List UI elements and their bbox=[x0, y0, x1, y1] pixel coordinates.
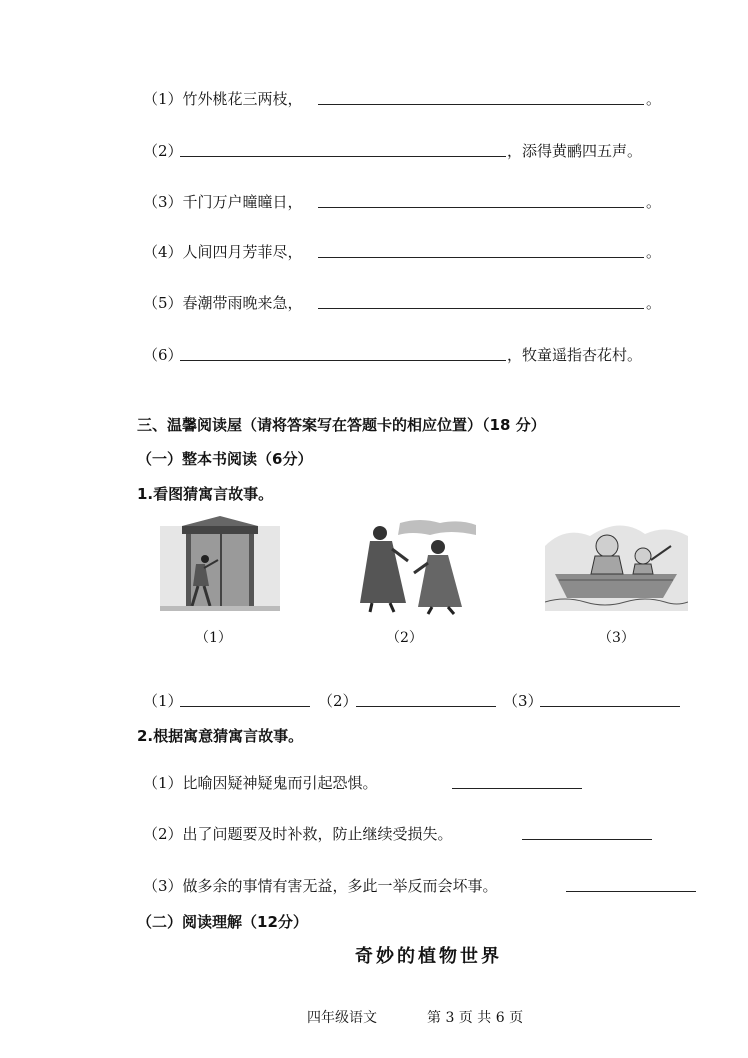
passage-title: 奇妙的植物世界 bbox=[355, 946, 502, 967]
answer-blank[interactable] bbox=[318, 104, 644, 105]
answer-blank[interactable] bbox=[318, 207, 644, 208]
poem-line-5 bbox=[143, 292, 303, 313]
poem-number: （1） bbox=[143, 90, 183, 108]
poem-text: 春潮带雨晚来急， bbox=[182, 294, 303, 312]
answer-blank[interactable] bbox=[180, 706, 310, 707]
fable-illustration-1 bbox=[160, 516, 280, 611]
poem-line-1 bbox=[143, 88, 303, 109]
fable-meaning: （3）做多余的事情有害无益，多此一举反而会坏事。 bbox=[143, 877, 498, 895]
footer-subject: 四年级语文 bbox=[307, 1010, 377, 1026]
subsection-title: （一）整本书阅读（6分） bbox=[137, 450, 313, 468]
answer-blank[interactable] bbox=[180, 156, 506, 157]
poem-end: 。 bbox=[646, 193, 662, 211]
image-caption: （3） bbox=[598, 630, 635, 646]
poem-number: （4） bbox=[143, 243, 183, 261]
poem-text: 人间四月芳菲尽， bbox=[182, 243, 303, 261]
answer-blank[interactable] bbox=[180, 360, 506, 361]
poem-number: （2） bbox=[143, 142, 183, 160]
image-caption: （2） bbox=[386, 630, 423, 646]
fable-meaning: （1）比喻因疑神疑鬼而引起恐惧。 bbox=[143, 774, 378, 792]
answer-label: （1） bbox=[143, 692, 183, 710]
answer-blank[interactable] bbox=[452, 788, 582, 789]
poem-text: ，添得黄鹂四五声。 bbox=[507, 142, 643, 160]
fable-illustration-2 bbox=[350, 515, 478, 615]
answer-blank[interactable] bbox=[318, 308, 644, 309]
poem-text: 千门万户曈曈日， bbox=[182, 193, 303, 211]
answer-label: （3） bbox=[503, 692, 543, 710]
poem-end: 。 bbox=[646, 243, 662, 261]
poem-number: （3） bbox=[143, 193, 183, 211]
answer-label: （2） bbox=[318, 692, 358, 710]
poem-line-3 bbox=[143, 191, 303, 212]
section-title: 三、温馨阅读屋（请将答案写在答题卡的相应位置）（18 分） bbox=[137, 416, 546, 434]
question-title: 2.根据寓意猜寓言故事。 bbox=[137, 727, 304, 745]
poem-text: 竹外桃花三两枝， bbox=[182, 90, 303, 108]
poem-line-6 bbox=[143, 344, 183, 365]
subsection-title: （二）阅读理解（12分） bbox=[137, 913, 308, 931]
poem-end: 。 bbox=[646, 90, 662, 108]
answer-blank[interactable] bbox=[356, 706, 496, 707]
fable-meaning: （2）出了问题要及时补救，防止继续受损失。 bbox=[143, 825, 453, 843]
poem-end: 。 bbox=[646, 294, 662, 312]
answer-blank[interactable] bbox=[318, 257, 644, 258]
answer-blank[interactable] bbox=[522, 839, 652, 840]
page-number: 第 3 页 共 6 页 bbox=[427, 1010, 524, 1026]
fable-illustration-3 bbox=[545, 516, 688, 611]
poem-line-2 bbox=[143, 140, 183, 161]
poem-number: （5） bbox=[143, 294, 183, 312]
image-caption: （1） bbox=[195, 630, 232, 646]
question-title: 1.看图猜寓言故事。 bbox=[137, 485, 274, 503]
poem-line-4 bbox=[143, 241, 303, 262]
poem-number: （6） bbox=[143, 346, 183, 364]
answer-blank[interactable] bbox=[540, 706, 680, 707]
answer-blank[interactable] bbox=[566, 891, 696, 892]
poem-text: ，牧童遥指杏花村。 bbox=[507, 346, 643, 364]
